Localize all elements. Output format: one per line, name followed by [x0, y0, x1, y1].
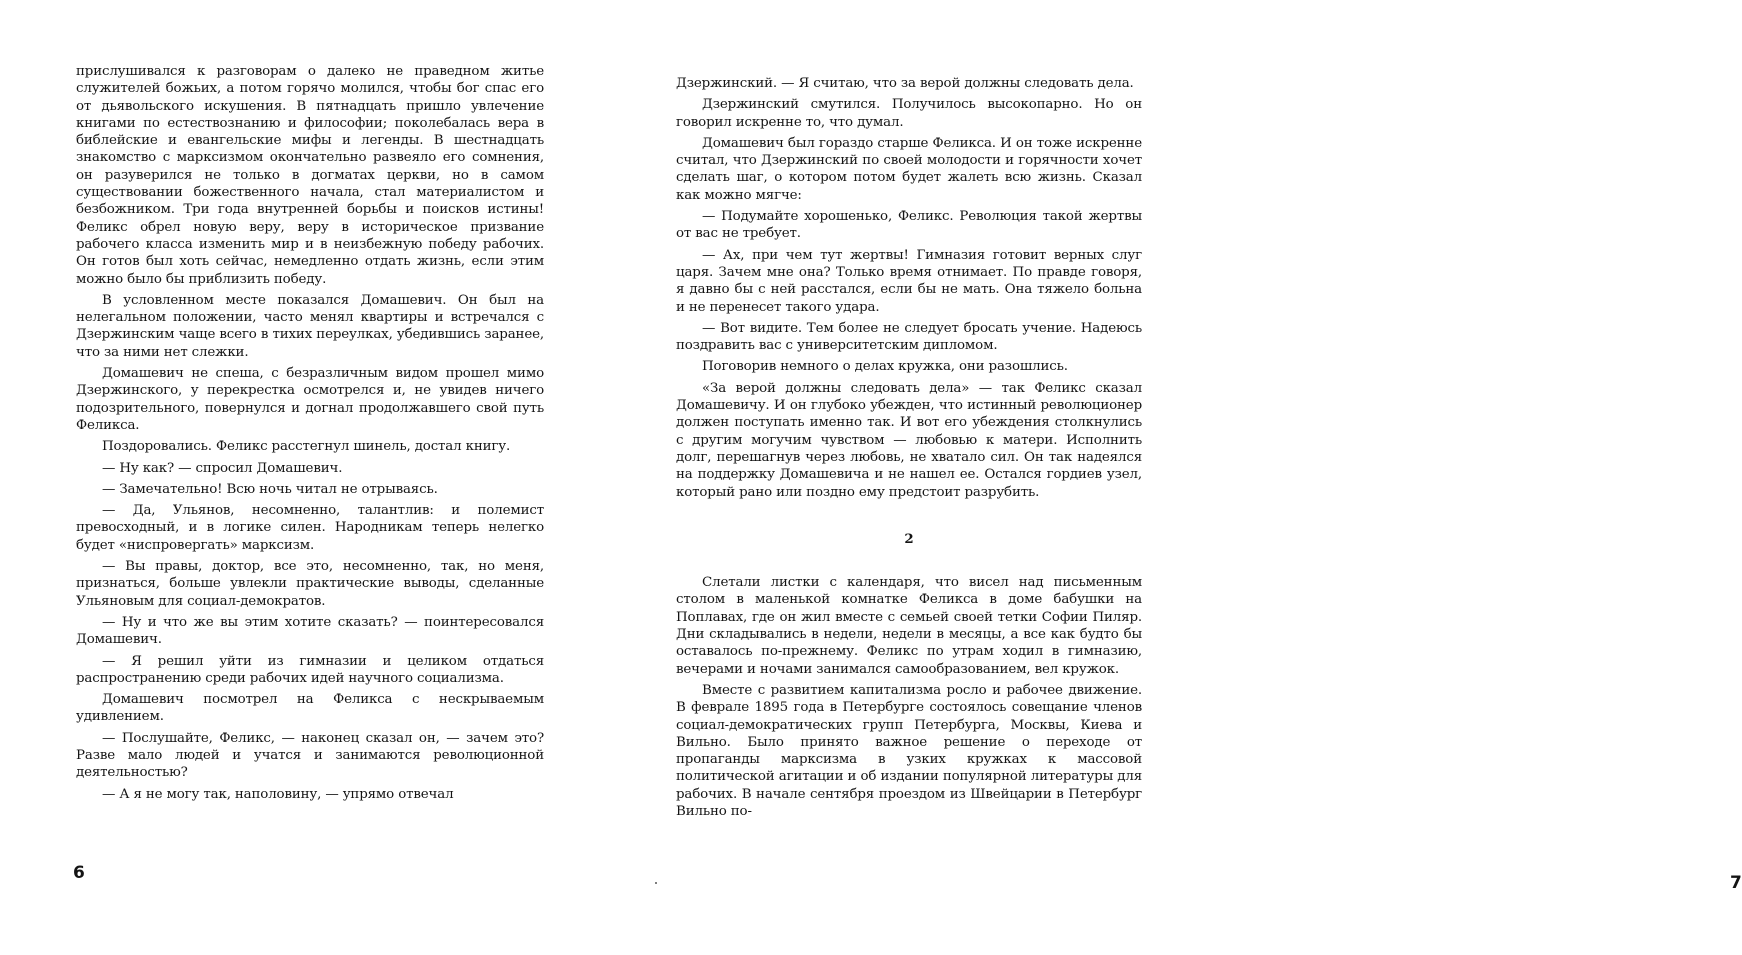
paragraph: Домашевич был гораздо старше Феликса. И он тоже искренне считал, что Дзержинский по своей молодости и горячности хочет сделать шаг, о котором потом будет жалеть всю жизнь. Сказал как можно мягче:: [676, 135, 1142, 203]
page-number-left: 6: [73, 863, 85, 883]
paragraph: — Подумайте хорошенько, Феликс. Революция такой жертвы от вас не требует.: [676, 209, 1142, 242]
paragraph: — Замечательно! Всю ночь читал не отрываясь.: [102, 481, 438, 497]
paragraph: Вместе с развитием капитализма росло и рабочее движение. В феврале 1895 года в Петербурге состоялось совещание членов социал-демократических групп Петербурга, Москвы, Киева и Вильно. Было принято важное решение о переходе от пропаганды марксизма в узких кружках к массовой политической агитации и об издании популярной литературы для рабочих. В начале сентября проездом из Швейцарии в Петербург Вильно по-: [676, 682, 1142, 819]
right-text-column: [676, 75, 1142, 824]
paragraph: Слетали листки с календаря, что висел над письменным столом в маленькой комнатке Феликса в доме бабушки на Поплавах, где он жил вместе с семьей своей тетки Софии Пиляр. Дни складывались в недели, недели в месяцы, а все как будто бы оставалось по-прежнему. Феликс по утрам ходил в гимназию, вечерами и ночами занимался самообразованием, вел кружок.: [676, 575, 1142, 677]
paragraph: прислушивался к разговорам о далеко не праведном житье служителей божьих, а потом горячо молился, чтобы бог спас его от дьявольского искушения. В пятнадцать пришло увлечение книгами по естествознанию и философии; поколебалась вера в библейские и евангельские мифы и легенды. В шестнадцать знакомство с марксизмом окончательно развеяло его сомнения, он разуверился не только в догматах церкви, но в самом существовании божественного начала, стал материалистом и безбожником. Три года внутренней борьбы и поисков истины! Феликс обрел новую веру, веру в историческое призвание рабочего класса изменить мир и в неизбежную победу рабочих. Он готов был хоть сейчас, немедленно отдать жизнь, если этим можно было бы приблизить победу.: [76, 64, 544, 287]
left-text-column: [76, 63, 544, 807]
paragraph: — А я не могу так, наполовину, — упрямо отвечал: [102, 786, 454, 802]
page-number-right: 7: [1730, 873, 1742, 893]
paragraph: — Послушайте, Феликс, — наконец сказал он, — зачем это? Разве мало людей и учатся и занимаются революционной деятельностью?: [76, 730, 544, 781]
paragraph: «За верой должны следовать дела» — так Феликс сказал Домашевичу. И он глубоко убежден, что истинный революционер должен поступать именно так. И вот его убеждения столкнулись с другим могучим чувством — любовью к матери. Исполнить долг, перешагнув через любовь, не хватало сил. Он так надеялся на поддержку Домашевича и не нашел ее. Остался гордиев узел, который рано или поздно ему предстоит разрубить.: [676, 380, 1142, 500]
right-page: [600, 0, 1742, 955]
paragraph: — Вы правы, доктор, все это, несомненно, так, но меня, признаться, больше увлекли практические выводы, сделанные Ульяновым для социал-демократов.: [76, 559, 544, 609]
paragraph: — Ну как? — спросил Домашевич.: [102, 460, 343, 476]
paragraph: — Ах, при чем тут жертвы! Гимназия готовит верных слуг царя. Зачем мне она? Только время отнимает. По правде говоря, я давно бы с ней расстался, если бы не мать. Она тяжело больна и не перенесет такого удара.: [676, 247, 1142, 315]
paragraph: Домашевич не спеша, с безразличным видом прошел мимо Дзержинского, у перекрестка осмотрелся и, не увидев ничего подозрительного, повернулся и догнал продолжавшего свой путь Феликса.: [76, 366, 544, 433]
paragraph: Дзержинский. — Я считаю, что за верой должны следовать дела.: [676, 76, 1134, 91]
paragraph: Поздоровались. Феликс расстегнул шинель, достал книгу.: [102, 439, 511, 455]
paragraph: Домашевич посмотрел на Феликса с нескрываемым удивлением.: [76, 692, 544, 725]
left-page: [0, 0, 600, 955]
section-number: 2: [904, 530, 914, 547]
print-speck: [655, 882, 657, 884]
paragraph: — Да, Ульянов, несомненно, талантлив: и полемист превосходный, и в логике силен. Народникам теперь нелегко будет «ниспровергать» марксизм.: [76, 503, 544, 553]
paragraph: — Вот видите. Тем более не следует бросать учение. Надеюсь поздравить вас с университетским дипломом.: [676, 320, 1142, 354]
paragraph: — Я решил уйти из гимназии и целиком отдаться распространению среди рабочих идей научного социализма.: [76, 653, 544, 686]
paragraph: В условленном месте показался Домашевич. Он был на нелегальном положении, часто менял квартиры и встречался с Дзержинским чаще всего в тихих переулках, убедившись заранее, что за ними нет слежки.: [76, 292, 544, 360]
paragraph: Дзержинский смутился. Получилось высокопарно. Но он говорил искренне то, что думал.: [676, 97, 1142, 130]
paragraph: — Ну и что же вы этим хотите сказать? — поинтересовался Домашевич.: [76, 614, 544, 648]
paragraph: Поговорив немного о делах кружка, они разошлись.: [702, 359, 1068, 375]
